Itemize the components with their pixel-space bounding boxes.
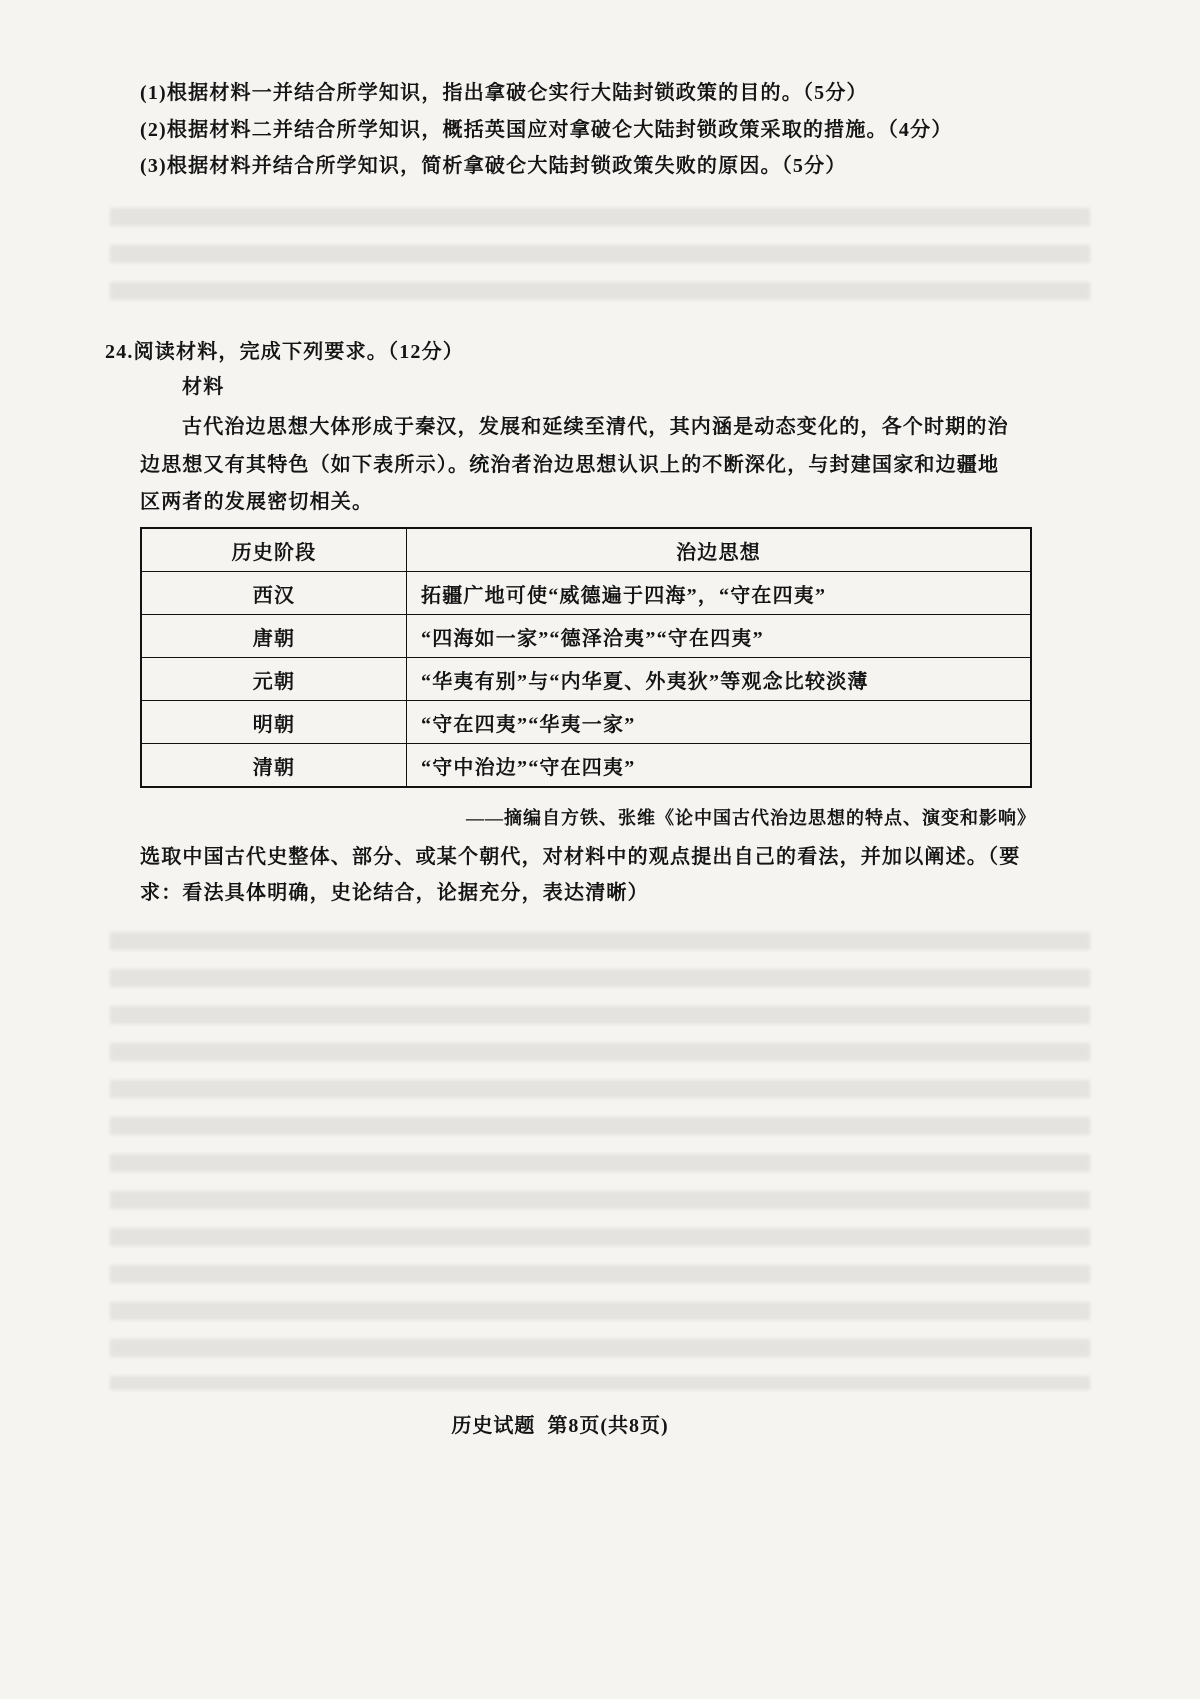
task-instruction-line: 选取中国古代史整体、部分、或某个朝代，对材料中的观点提出自己的看法，并加以阐述。（要 — [140, 846, 1021, 868]
table-header-row — [141, 528, 1031, 572]
question-23-part-1: (1)根据材料一并结合所学知识，指出拿破仑实行大陆封锁政策的目的。（5分） — [140, 82, 868, 104]
thought-cell: “四海如一家”“德泽洽夷”“守在四夷” — [407, 615, 1032, 658]
column-header-period: 历史阶段 — [141, 528, 407, 572]
table-row — [141, 658, 1031, 701]
period-cell: 西汉 — [141, 572, 407, 615]
question-24-heading: 24.阅读材料，完成下列要求。（12分） — [105, 341, 464, 363]
thought-cell: “守在四夷”“华夷一家” — [407, 701, 1032, 744]
thought-cell: 拓疆广地可使“威德遍于四海”，“守在四夷” — [407, 572, 1032, 615]
question-23-part-2: (2)根据材料二并结合所学知识，概括英国应对拿破仑大陆封锁政策采取的措施。（4分） — [140, 119, 953, 141]
table-row — [141, 744, 1031, 788]
table-row — [141, 701, 1031, 744]
page-footer: 历史试题 第8页(共8页) — [451, 1415, 669, 1437]
thought-cell: “华夷有别”与“内华夏、外夷狄”等观念比较淡薄 — [407, 658, 1032, 701]
material-label: 材料 — [182, 376, 225, 398]
bleed-through-shadow — [110, 920, 1090, 1390]
border-thought-table — [140, 527, 1032, 788]
period-cell: 明朝 — [141, 701, 407, 744]
question-23-part-3: (3)根据材料并结合所学知识，简析拿破仑大陆封锁政策失败的原因。（5分） — [140, 155, 847, 177]
table-row — [141, 615, 1031, 658]
material-paragraph-line: 古代治边思想大体形成于秦汉，发展和延续至清代，其内涵是动态变化的，各个时期的治 — [182, 416, 1009, 438]
period-cell: 清朝 — [141, 744, 407, 788]
period-cell: 元朝 — [141, 658, 407, 701]
thought-cell: “守中治边”“守在四夷” — [407, 744, 1032, 788]
material-paragraph-line: 边思想又有其特色（如下表所示）。统治者治边思想认识上的不断深化，与封建国家和边疆地 — [140, 454, 1000, 476]
task-instruction-line: 求：看法具体明确，史论结合，论据充分，表达清晰） — [140, 882, 649, 904]
column-header-thought: 治边思想 — [407, 528, 1032, 572]
table-row — [141, 572, 1031, 615]
period-cell: 唐朝 — [141, 615, 407, 658]
material-source: ——摘编自方铁、张维《论中国古代治边思想的特点、演变和影响》 — [466, 808, 1036, 828]
material-paragraph-line: 区两者的发展密切相关。 — [140, 491, 374, 513]
bleed-through-shadow — [110, 196, 1090, 306]
